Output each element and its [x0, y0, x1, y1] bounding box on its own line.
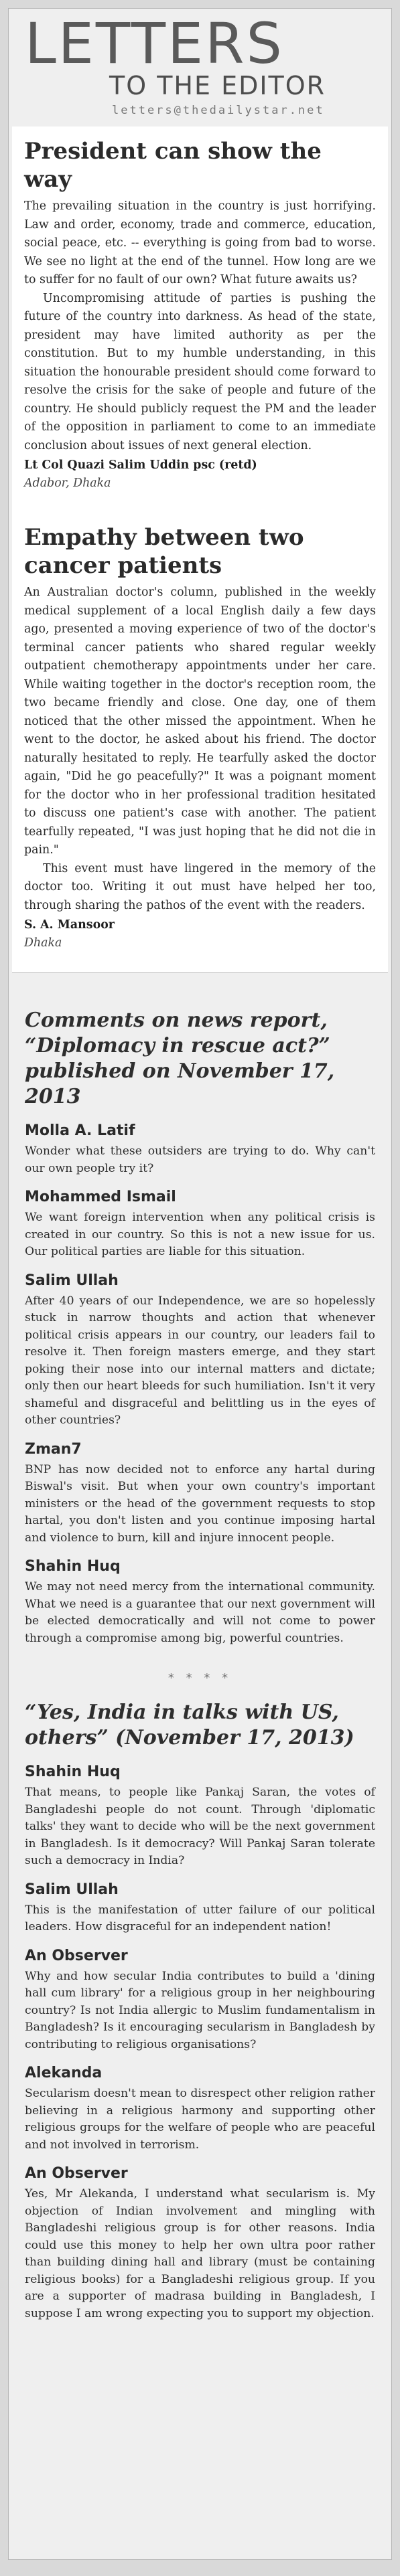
comment-text: Wonder what these outsiders are trying to do. Why can't our own people try it?	[25, 1144, 375, 1175]
comments-section	[9, 973, 391, 2336]
letter-paragraph: The prevailing situation in the country is just horrifying. Law and order, economy, trade and commerce, education, social peace, etc. -- everything is going from bad to worse. We see no light at the end of the tunnel. How long are we to suffer for no fault of our own? What future awaits us?	[24, 199, 376, 286]
comment-item	[25, 1947, 375, 2054]
letter-paragraph: An Australian doctor's column, published in the weekly medical supplement of a local English daily a few days ago, presented a moving experience of two of the doctor's terminal cancer patients who shared regular weekly outpatient chemotherapy appointments under her care. While waiting together in the doctor's reception room, the two became friendly and close. One day, one of them noticed that the other missed the appointment. When he went to the doctor, he asked about his friend. The doctor naturally hesitated to reply. He tearfully asked the doctor again, "Did he go peacefully?" It was a poignant moment for the doctor who in her professional tradition hesitated to discuss one patient's case with another. The patient tearfully repeated, "I was just hoping that he did not die in pain."	[24, 586, 376, 857]
comment-text: We want foreign intervention when any political crisis is created in our country. So this is not a new issue for us. Our political parties are liable for this situation.	[25, 1211, 375, 1258]
letter-title: Empathy between two cancer patients	[24, 524, 304, 579]
comment-item	[25, 2064, 375, 2154]
section-separator: * * * *	[168, 1671, 232, 1685]
comment-text: This is the manifestation of utter failure of our political leaders. How disgraceful for an independent nation!	[25, 1903, 375, 1934]
letters-section	[12, 126, 388, 973]
letter-location: Dhaka	[24, 936, 62, 950]
letter-empathy	[24, 523, 376, 952]
comment-item	[25, 2164, 375, 2322]
comments-section-title: Comments on news report, “Diplomacy in rescue act?” published on November 17, 2013	[25, 1009, 335, 1108]
comment-item	[25, 1881, 375, 1936]
comment-author: Shahin Huq	[25, 1764, 121, 1780]
comment-item	[25, 1557, 375, 1647]
comment-text: That means, to people like Pankaj Saran, the votes of Bangladeshi people do not count. Through 'diplomatic talks' they want to decide who will be the next government in Bangladesh. Is it democracy? Will Pankaj Saran tolerate such a democracy in India?	[25, 1786, 375, 1867]
letter-title: President can show the way	[24, 138, 322, 193]
comment-text: Secularism doesn't mean to disrespect other religion rather believing in a religious harmony and supporting other religious groups for the welfare of people who are peaceful and not involved in terrorism.	[25, 2087, 375, 2152]
comment-text: BNP has now decided not to enforce any hartal during Biswal's visit. But when your own country's important ministers or the head of the government requests to stop hartal, you don't listen and you continue imposing hartal and violence to burn, kill and injure innocent people.	[25, 1462, 375, 1545]
letter-author: Lt Col Quazi Salim Uddin psc (retd)	[24, 458, 257, 472]
masthead	[9, 9, 391, 126]
letters-page	[8, 8, 392, 2560]
comment-text: Yes, Mr Alekanda, I understand what secularism is. My objection of Indian involvement and mingling with Bangladeshi religious group is for other reasons. India could use this money to help her own ultra poor rather than building dining hall and library (must be containing religious books) for a Bangladeshi religious group. If you are a supporter of madrasa building in Bangladesh, I suppose I am wrong expecting you to support my objection.	[25, 2187, 375, 2320]
comment-text: We may not need mercy from the international community. What we need is a guarantee that our next government will be elected democratically and will not come to power through a compromise among big, powerful countries.	[25, 1580, 375, 1645]
comment-author: Shahin Huq	[25, 1558, 121, 1575]
comment-author: Zman7	[25, 1440, 82, 1458]
letter-paragraph: Uncompromising attitude of parties is pushing the future of the country into darkness. As head of the state, president may have limited authority as per the constitution. But to my humble understanding, in this situation the honourable president should come forward to resolve the crisis for the sake of people and future of the country. He should publicly request the PM and the leader of the opposition in parliament to come to an immediate conclusion about issues of next general election.	[24, 291, 376, 452]
comments-section-title: “Yes, India in talks with US, others” (November 17, 2013)	[25, 1701, 354, 1749]
masthead-subtitle: TO THE EDITOR	[109, 71, 326, 100]
letter-president	[24, 137, 376, 493]
letter-author: S. A. Mansoor	[24, 918, 115, 932]
comment-author: Salim Ullah	[25, 1881, 119, 1898]
comment-author: Molla A. Latif	[25, 1122, 135, 1139]
comment-item	[25, 1763, 375, 1870]
comment-author: Mohammed Ismail	[25, 1189, 176, 1205]
comment-author: Salim Ullah	[25, 1272, 119, 1289]
masthead-email: letters@thedailystar.net	[112, 104, 325, 117]
comment-author: An Observer	[25, 1947, 128, 1964]
comment-item	[25, 1272, 375, 1430]
comment-author: An Observer	[25, 2165, 128, 2182]
comment-item	[25, 1122, 375, 1177]
comment-text: Why and how secular India contributes to build a 'dining hall cum library' for a religious group in her neighbouring country? Is not India allergic to Muslim fundamentalism in Bangladesh? Is it encouraging secularism in Bangladesh by contributing to religious organisations?	[25, 1969, 375, 2051]
comment-item	[25, 1188, 375, 1261]
comment-author: Alekanda	[25, 2065, 103, 2081]
letter-paragraph: This event must have lingered in the memory of the doctor too. Writing it out must have helped her too, through sharing the pathos of the event with the readers.	[24, 861, 376, 912]
masthead-title: LETTERS	[25, 11, 284, 76]
letter-location: Adabor, Dhaka	[24, 477, 111, 490]
comment-item	[25, 1440, 375, 1547]
comment-text: After 40 years of our Independence, we are so hopelessly stuck in narrow thoughts and action that whenever political crisis appears in our country, our leaders fail to resolve it. Then foreign masters emerge, and they start poking their nose into our internal matters and dictate; only then our heart bleeds for such humiliation. Isn't it very shameful and disgraceful and belittling us in the eyes of other countries?	[25, 1294, 375, 1427]
